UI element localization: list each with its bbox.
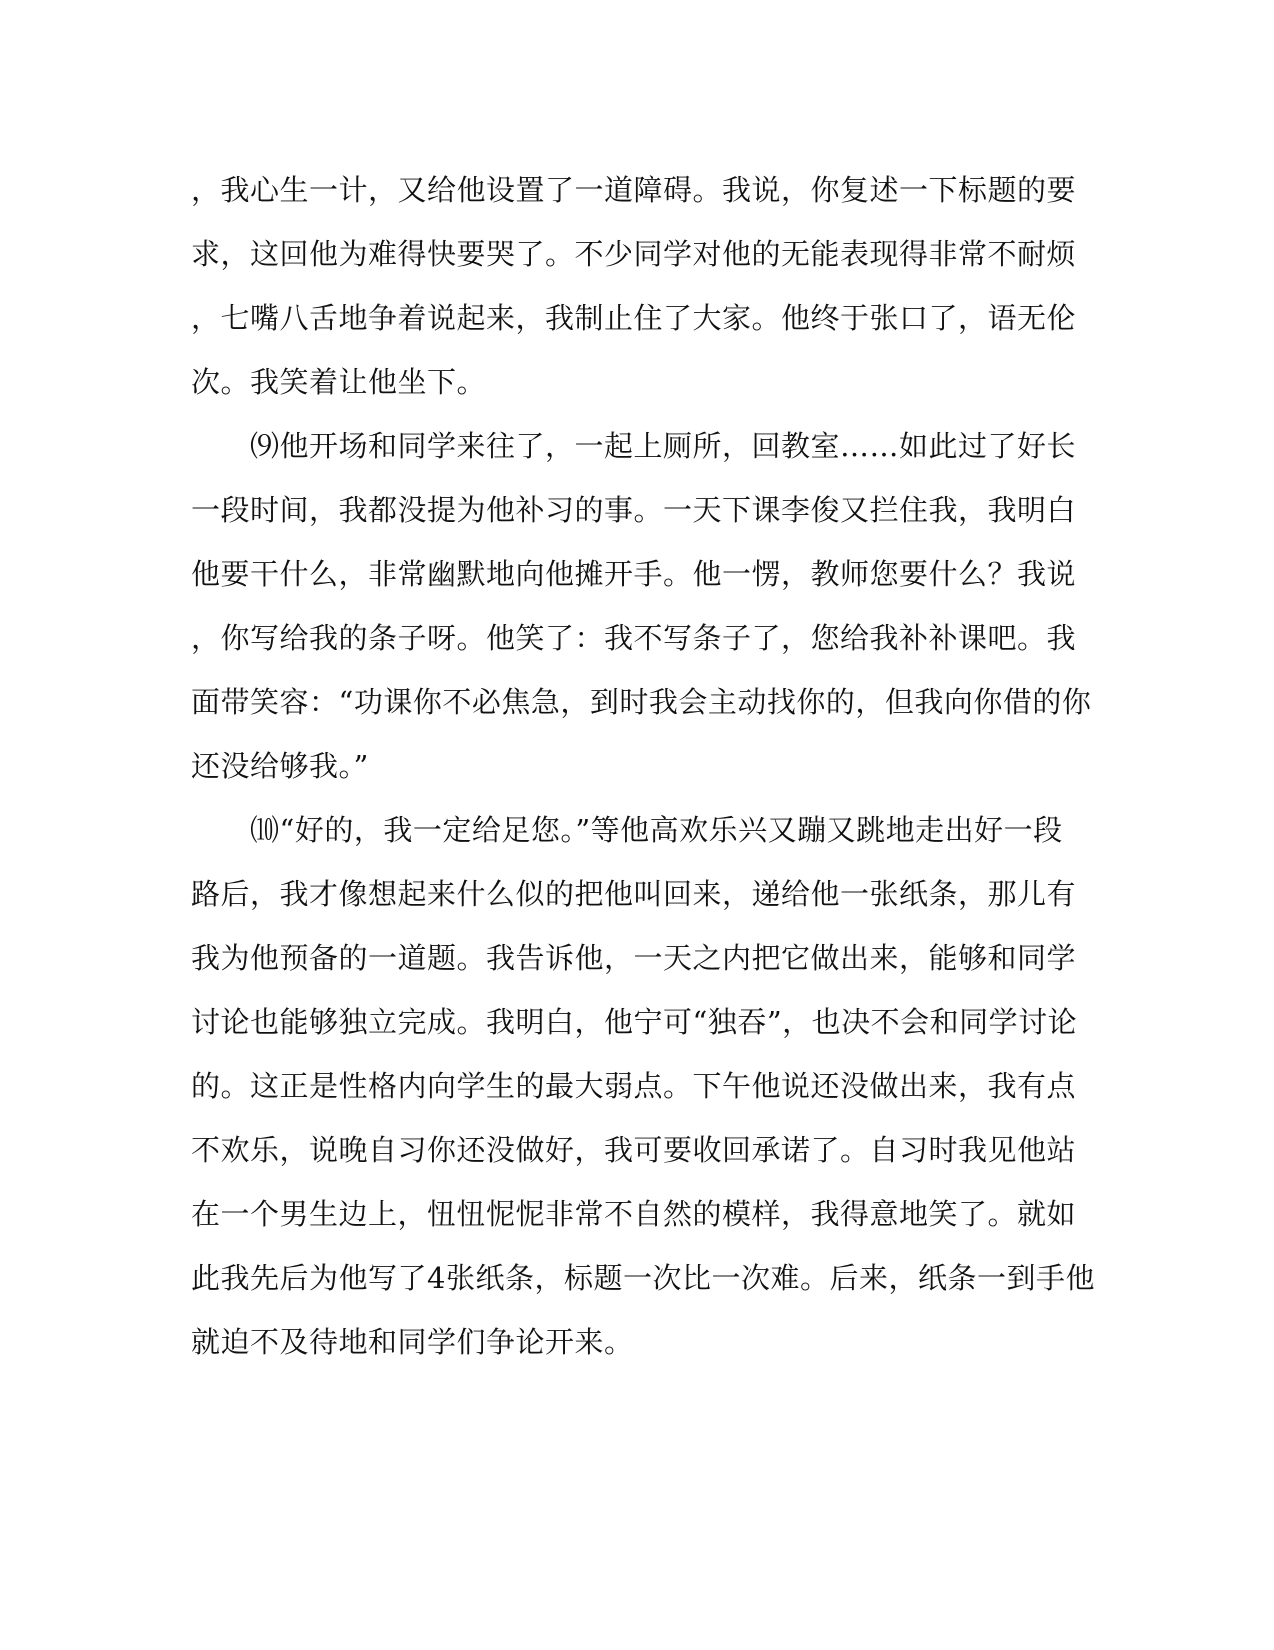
text-line: 还没给够我。” bbox=[191, 749, 369, 783]
text-line: 此我先后为他写了4张纸条，标题一次比一次难。后来，纸条一到手他 bbox=[191, 1261, 1095, 1295]
text-line: 讨论也能够独立完成。我明白，他宁可“独吞”，也决不会和同学讨论 bbox=[191, 1005, 1078, 1039]
text-line: 次。我笑着让他坐下。 bbox=[191, 365, 487, 399]
text-line: 的。这正是性格内向学生的最大弱点。下午他说还没做出来，我有点 bbox=[191, 1069, 1077, 1103]
text-line: 一段时间，我都没提为他补习的事。一天下课李俊又拦住我，我明白 bbox=[191, 493, 1077, 527]
body-text bbox=[191, 158, 1095, 1374]
text-line: 面带笑容：“功课你不必焦急，到时我会主动找你的，但我向你借的你 bbox=[191, 685, 1092, 719]
text-line: 求，这回他为难得快要哭了。不少同学对他的无能表现得非常不耐烦 bbox=[191, 237, 1077, 271]
text-line: 就迫不及待地和同学们争论开来。 bbox=[191, 1325, 634, 1359]
text-line: 不欢乐，说晚自习你还没做好，我可要收回承诺了。自习时我见他站 bbox=[191, 1133, 1077, 1167]
text-line: ，你写给我的条子呀。他笑了：我不写条子了，您给我补补课吧。我 bbox=[191, 621, 1077, 655]
text-line: 路后，我才像想起来什么似的把他叫回来，递给他一张纸条，那儿有 bbox=[191, 877, 1077, 911]
text-line: 他要干什么，非常幽默地向他摊开手。他一愣，教师您要什么？我说 bbox=[191, 557, 1077, 591]
text-line: ，七嘴八舌地争着说起来，我制止住了大家。他终于张口了，语无伦 bbox=[191, 301, 1077, 335]
text-line: 在一个男生边上，忸忸怩怩非常不自然的模样，我得意地笑了。就如 bbox=[191, 1197, 1077, 1231]
text-line: ，我心生一计，又给他设置了一道障碍。我说，你复述一下标题的要 bbox=[191, 173, 1077, 207]
text-line: 我为他预备的一道题。我告诉他，一天之内把它做出来，能够和同学 bbox=[191, 941, 1077, 975]
paragraph-10-first-line: ⑽“好的，我一定给足您。”等他高欢乐兴又蹦又跳地走出好一段 bbox=[191, 813, 1063, 847]
paragraph-9-first-line: ⑼他开场和同学来往了，一起上厕所，回教室……如此过了好长 bbox=[191, 429, 1077, 463]
